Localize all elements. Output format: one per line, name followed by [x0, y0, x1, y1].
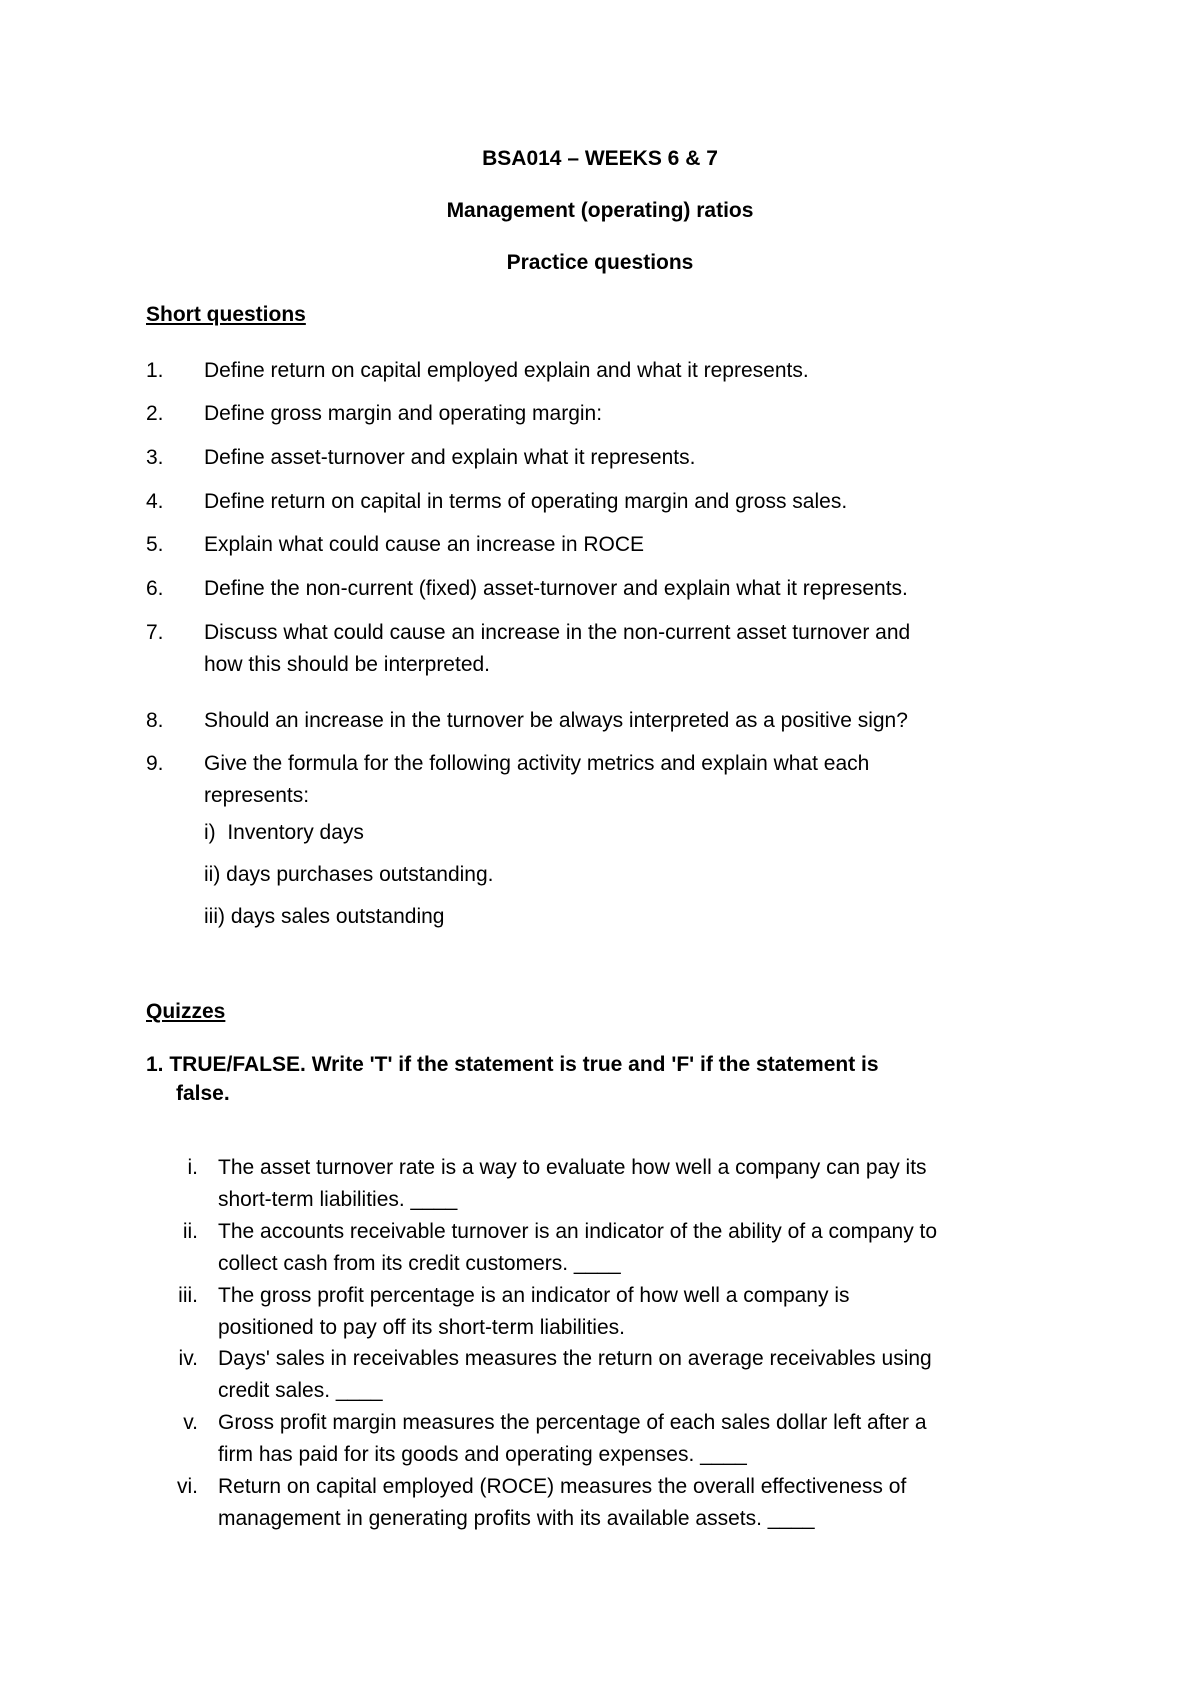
short-question-text: Explain what could cause an increase in ROCE: [204, 533, 645, 556]
statement-text: Days' sales in receivables measures the return on average receivables using: [218, 1347, 932, 1370]
short-question-text: Discuss what could cause an increase in the non-current asset turnover and: [204, 621, 911, 644]
short-question-number: 8.: [146, 709, 164, 732]
short-question-text: Define return on capital employed explain and what it represents.: [204, 359, 809, 382]
quiz-question-title-line2: false.: [176, 1082, 230, 1105]
short-question-number: 1.: [146, 359, 164, 382]
statement-text: The accounts receivable turnover is an indicator of the ability of a company to: [218, 1220, 938, 1243]
short-question-number: 5.: [146, 533, 164, 556]
statement-number: ii.: [182, 1220, 198, 1243]
short-questions-heading: Short questions: [146, 303, 306, 326]
short-question-text: Should an increase in the turnover be always interpreted as a positive sign?: [204, 709, 908, 732]
short-question-number: 2.: [146, 402, 164, 425]
short-question-text: represents:: [204, 784, 310, 807]
topic-title: Management (operating) ratios: [446, 199, 754, 222]
activity-metric-item: iii) days sales outstanding: [204, 905, 445, 928]
short-question-text: Define gross margin and operating margin:: [204, 402, 603, 425]
activity-metric-item: i) Inventory days: [204, 821, 364, 844]
short-question-text: Give the formula for the following activity metrics and explain what each: [204, 752, 870, 775]
statement-number: vi.: [177, 1475, 198, 1498]
short-question-text: Define the non-current (fixed) asset-turnover and explain what it represents.: [204, 577, 908, 600]
statement-number: iii.: [178, 1284, 198, 1307]
short-question-text: Define return on capital in terms of operating margin and gross sales.: [204, 490, 848, 513]
statement-text: The asset turnover rate is a way to evaluate how well a company can pay its: [218, 1156, 927, 1179]
course-title: BSA014 – WEEKS 6 & 7: [482, 147, 718, 170]
short-question-text: how this should be interpreted.: [204, 653, 491, 676]
statement-number: v.: [183, 1411, 198, 1434]
statement-text: short-term liabilities. ____: [218, 1188, 458, 1211]
statement-number: iv.: [178, 1347, 198, 1370]
short-question-number: 3.: [146, 446, 164, 469]
statement-text: collect cash from its credit customers. ____: [218, 1252, 621, 1275]
statement-text: credit sales. ____: [218, 1379, 383, 1402]
subtitle: Practice questions: [506, 251, 694, 274]
quiz-question-title-line1: 1. TRUE/FALSE. Write 'T' if the statement is true and 'F' if the statement is: [146, 1053, 879, 1076]
short-question-number: 4.: [146, 490, 164, 513]
statement-text: management in generating profits with its available assets. ____: [218, 1507, 815, 1530]
activity-metric-item: ii) days purchases outstanding.: [204, 863, 494, 886]
short-question-number: 7.: [146, 621, 164, 644]
short-question-number: 9.: [146, 752, 164, 775]
statement-number: i.: [187, 1156, 198, 1179]
short-question-number: 6.: [146, 577, 164, 600]
short-question-text: Define asset-turnover and explain what it represents.: [204, 446, 696, 469]
statement-text: positioned to pay off its short-term liabilities.: [218, 1316, 625, 1339]
statement-text: The gross profit percentage is an indicator of how well a company is: [218, 1284, 850, 1307]
statement-text: Return on capital employed (ROCE) measures the overall effectiveness of: [218, 1475, 907, 1498]
quizzes-heading: Quizzes: [146, 1000, 226, 1023]
statement-text: Gross profit margin measures the percentage of each sales dollar left after a: [218, 1411, 927, 1434]
statement-text: firm has paid for its goods and operating expenses. ____: [218, 1443, 747, 1466]
